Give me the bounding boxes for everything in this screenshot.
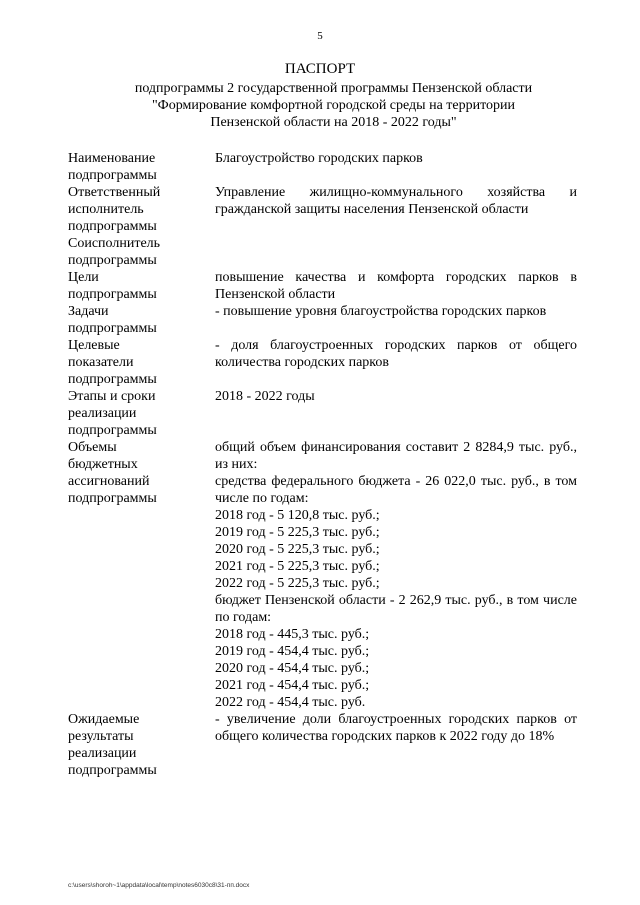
- row-value-line: 2020 год - 5 225,3 тыс. руб.;: [215, 542, 380, 557]
- document-title: ПАСПОРТ: [284, 61, 356, 77]
- subtitle-line: подпрограммы 2 государственной программы Пензенской области: [134, 81, 533, 96]
- row-value-line: 2022 год - 5 225,3 тыс. руб.;: [215, 576, 380, 591]
- row-value-line: 2018 - 2022 годы: [215, 389, 315, 404]
- row-value: [215, 388, 577, 439]
- passport-row: [68, 150, 577, 184]
- row-value: [215, 235, 577, 269]
- row-label-line: ассигнований: [68, 474, 150, 489]
- passport-row: [68, 711, 577, 779]
- subtitle-line: "Формирование комфортной городской среды на территории: [151, 98, 516, 113]
- row-value-line: - увеличение доли благоустроенных городских парков от общего количества городских парков к 2022 году до 18%: [215, 712, 577, 744]
- row-value-line: - повышение уровня благоустройства городских парков: [215, 304, 547, 319]
- row-label-line: подпрограммы: [68, 321, 157, 336]
- row-label-line: подпрограммы: [68, 219, 157, 234]
- row-label-line: Цели: [68, 270, 99, 285]
- row-label: [68, 269, 215, 303]
- row-label: [68, 235, 215, 269]
- row-value-line: Благоустройство городских парков: [215, 151, 423, 166]
- row-label-line: Ответственный: [68, 185, 161, 200]
- row-label-line: бюджетных: [68, 457, 138, 472]
- row-value: [215, 150, 577, 184]
- row-value-line: 2021 год - 454,4 тыс. руб.;: [215, 678, 370, 693]
- row-label-line: Ожидаемые: [68, 712, 140, 727]
- row-label: [68, 337, 215, 388]
- row-value-line: средства федерального бюджета - 26 022,0 тыс. руб., в том числе по годам:: [215, 474, 577, 506]
- row-value: [215, 337, 577, 388]
- row-value-line: 2020 год - 454,4 тыс. руб.;: [215, 661, 370, 676]
- row-label-line: подпрограммы: [68, 287, 157, 302]
- row-value-line: повышение качества и комфорта городских парков в Пензенской области: [215, 270, 577, 302]
- passport-table: [68, 150, 577, 779]
- row-value: [215, 269, 577, 303]
- row-value-line: 2019 год - 5 225,3 тыс. руб.;: [215, 525, 380, 540]
- row-label-line: подпрограммы: [68, 253, 157, 268]
- row-label: [68, 150, 215, 184]
- row-label-line: исполнитель: [68, 202, 144, 217]
- row-label: [68, 388, 215, 439]
- document-subtitle: [90, 80, 577, 131]
- row-label-line: Этапы и сроки: [68, 389, 156, 404]
- row-label-line: реализации: [68, 406, 137, 421]
- row-value-line: 2021 год - 5 225,3 тыс. руб.;: [215, 559, 380, 574]
- passport-row: [68, 235, 577, 269]
- passport-row: [68, 184, 577, 235]
- row-label: [68, 303, 215, 337]
- passport-row: [68, 303, 577, 337]
- row-value-line: бюджет Пензенской области - 2 262,9 тыс. руб., в том числе по годам:: [215, 593, 577, 625]
- passport-row: [68, 388, 577, 439]
- row-label-line: подпрограммы: [68, 491, 157, 506]
- row-value: [215, 303, 577, 337]
- row-label-line: подпрограммы: [68, 372, 157, 387]
- row-value: [215, 439, 577, 711]
- row-value-line: Управление жилищно-коммунального хозяйства и гражданской защиты населения Пензенской области: [215, 185, 577, 217]
- row-value: [215, 711, 577, 779]
- passport-row: [68, 337, 577, 388]
- row-label-line: результаты: [68, 729, 134, 744]
- row-value-line: общий объем финансирования составит 2 8284,9 тыс. руб., из них:: [215, 440, 577, 472]
- row-label-line: подпрограммы: [68, 763, 157, 778]
- row-label-line: Целевые: [68, 338, 120, 353]
- row-label: [68, 184, 215, 235]
- passport-row: [68, 439, 577, 711]
- row-value-line: 2022 год - 454,4 тыс. руб.: [215, 695, 366, 710]
- row-label-line: Объемы: [68, 440, 117, 455]
- row-label-line: Соисполнитель: [68, 236, 161, 251]
- passport-row: [68, 269, 577, 303]
- row-label-line: реализации: [68, 746, 137, 761]
- row-value: [215, 184, 577, 235]
- row-value-line: 2018 год - 445,3 тыс. руб.;: [215, 627, 370, 642]
- row-label-line: Задачи: [68, 304, 109, 319]
- page-number: 5: [317, 30, 323, 42]
- row-label: [68, 439, 215, 711]
- file-path-footer: c:\users\shoroh~1\appdata\local\temp\notes6030c8\31-пп.docx: [68, 882, 250, 889]
- row-value-line: 2018 год - 5 120,8 тыс. руб.;: [215, 508, 380, 523]
- row-label: [68, 711, 215, 779]
- row-value-line: 2019 год - 454,4 тыс. руб.;: [215, 644, 370, 659]
- row-label-line: подпрограммы: [68, 168, 157, 183]
- row-label-line: подпрограммы: [68, 423, 157, 438]
- row-label-line: показатели: [68, 355, 134, 370]
- row-value-line: - доля благоустроенных городских парков от общего количества городских парков: [215, 338, 577, 370]
- subtitle-line: Пензенской области на 2018 - 2022 годы": [210, 115, 457, 130]
- row-label-line: Наименование: [68, 151, 156, 166]
